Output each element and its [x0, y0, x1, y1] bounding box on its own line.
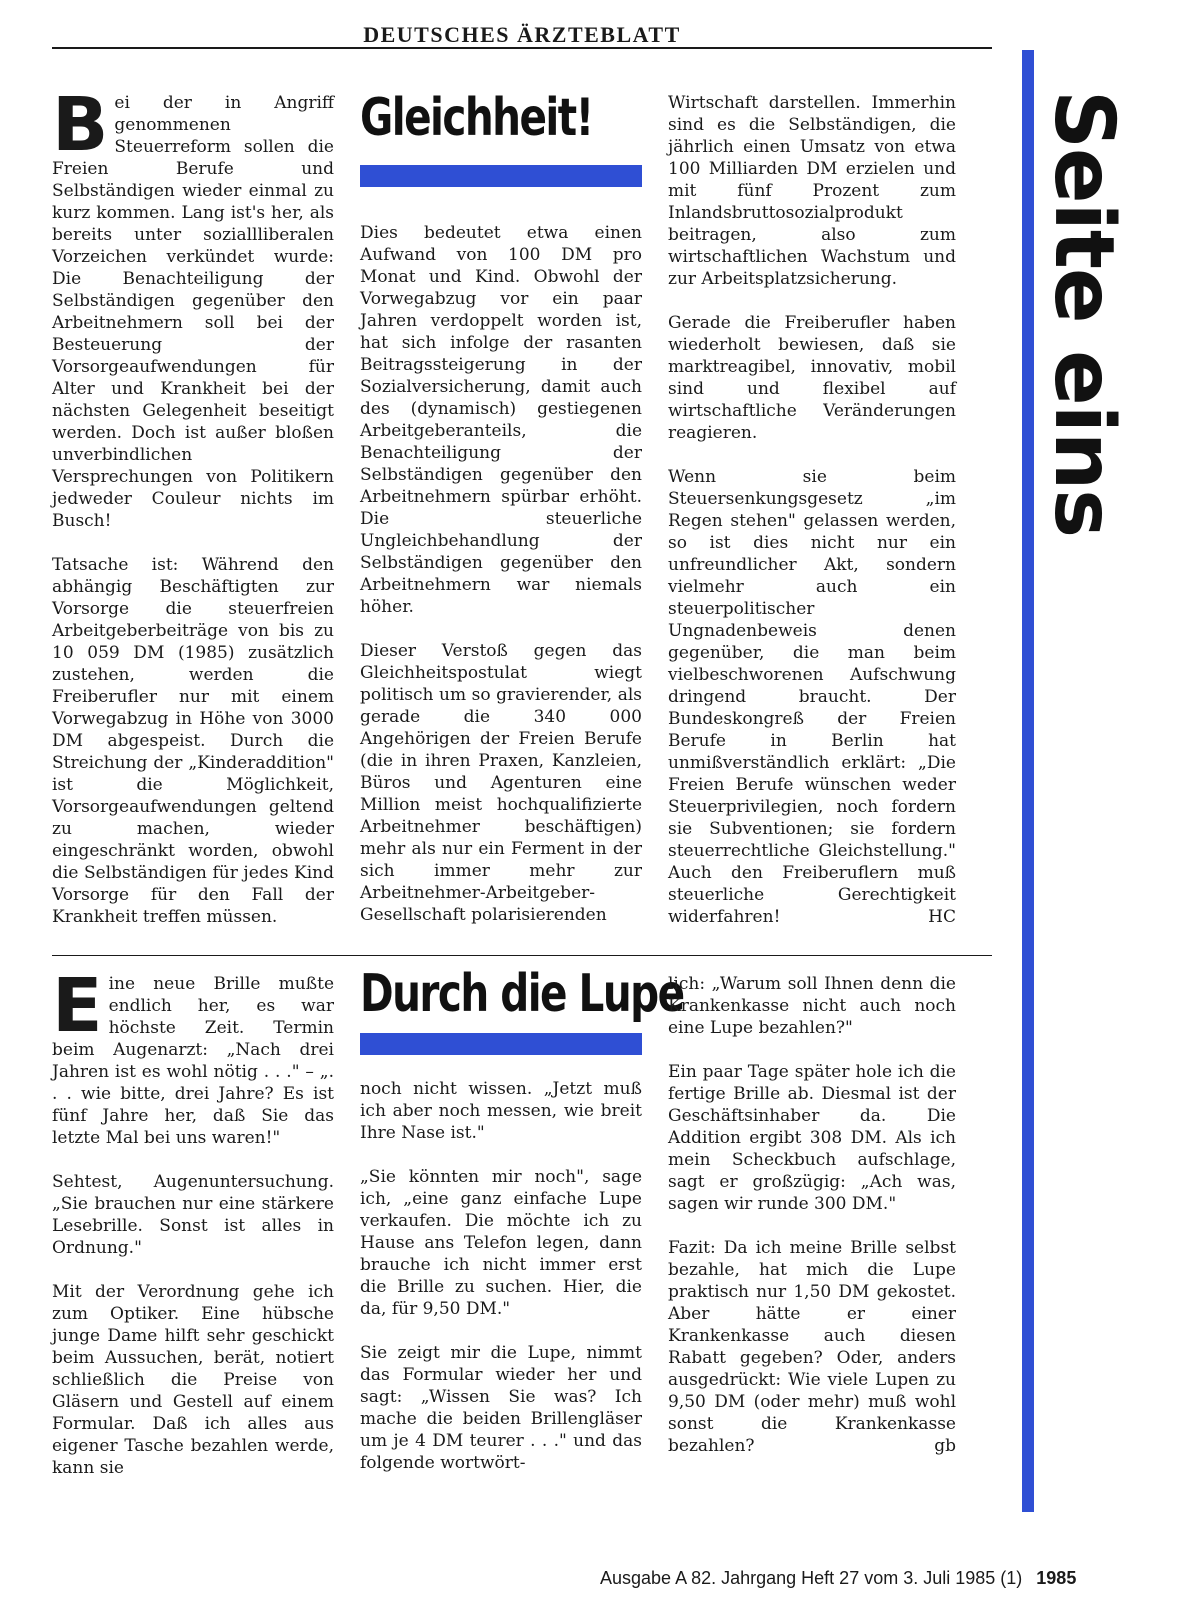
article1-col1-paragraph-1 — [52, 82, 334, 532]
article1-col3-paragraph-2: Gerade die Freiberufler haben wiederholt bewiesen, daß sie marktreagibel, innovativ, mobil sind und flexibel auf wirtschaftliche Veränderungen reagieren. — [668, 313, 956, 443]
article2-signature: gb — [934, 1436, 956, 1456]
article2-column2 — [360, 1078, 642, 1474]
article1-dropcap: B — [52, 82, 109, 168]
article2-col1-paragraph-3: Mit der Verordnung gehe ich zum Optiker. Eine hübsche junge Dame hilft sehr geschickt beim Aussuchen, berät, notiert schließlich die Preise von Gläsern und Gestell auf einem Formular. Daß ich alles aus eigener Tasche bezahlen werde, kann sie — [52, 1282, 334, 1478]
article2-col2-paragraph-1: noch nicht wissen. „Jetzt muß ich aber noch messen, wie breit Ihre Nase ist." — [360, 1079, 642, 1143]
article-divider — [52, 955, 992, 956]
top-rule — [52, 47, 992, 49]
article2-col3-text-3: Fazit: Da ich meine Brille selbst bezahle, hat mich die Lupe praktisch nur 1,50 DM gekostet. Aber hätte er einer Krankenkasse auch diesen Rabatt gegeben? Oder, anders ausgedrückt: Wie viele Lupen zu 9,50 DM (oder mehr) muß wohl sonst die Krankenkasse bezahlen? — [668, 1238, 956, 1456]
article1-headline: Gleichheit! — [360, 88, 593, 148]
article2-dropcap: E — [52, 963, 103, 1049]
article1-col1-paragraph-2: Tatsache ist: Während den abhängig Beschäftigten zur Vorsorge die steuerfreien Arbeitgeberbeiträge von bis zu 10 059 DM (1985) zusätzlich zustehen, werden die Freiberufler nur mit einem Vorwegabzug in Höhe von 3000 DM abgespeist. Durch die Streichung der „Kinderaddition" ist die Möglichkeit, Vorsorgeaufwendungen geltend zu machen, wieder eingeschränkt worden, obwohl die Selbständigen für jedes Kind Vorsorge für den Fall der Krankheit treffen müssen. — [52, 555, 334, 927]
article1-col1-text-1: ei der in Angriff genommenen Steuerreform sollen die Freien Berufe und Selbständigen wieder einmal zu kurz kommen. Lang ist's her, als bereits unter soziallliberalen Vorzeichen verkündet wurde: Die Benachteiligung der Selbständigen gegenüber den Arbeitnehmern soll bei der Besteuerung der Vorsorgeaufwendungen für Alter und Krankheit bei der nächsten Gelegenheit beseitigt werden. Doch ist außer bloßen unverbindlichen Versprechungen von Politikern jedweder Couleur nichts im Busch! — [52, 93, 334, 531]
article2-col1-paragraph-2: Sehtest, Augenuntersuchung. „Sie brauchen nur eine stärkere Lesebrille. Sonst ist alles in Ordnung." — [52, 1172, 334, 1258]
article2-col3-paragraph-3 — [668, 1237, 956, 1457]
article2-column3 — [668, 973, 956, 1457]
article2-headline: Durch die Lupe — [360, 964, 684, 1024]
article1-col3-paragraph-1: Wirtschaft darstellen. Immerhin sind es die Selbständigen, die jährlich einen Umsatz von etwa 100 Milliarden DM erzielen und mit fünf Prozent zum Inlandsbruttosozialprodukt beitragen, also zum wirtschaftlichen Wachstum und zur Arbeitsplatzsicherung. — [668, 93, 956, 289]
article2-col3-paragraph-2: Ein paar Tage später hole ich die fertige Brille ab. Diesmal ist der Geschäftsinhaber da. Die Addition ergibt 308 DM. Als ich mein Scheckbuch aufschlage, sagt er großzügig: „Ach was, sagen wir runde 300 DM." — [668, 1062, 956, 1214]
article1-col2-paragraph-2: Dieser Verstoß gegen das Gleichheitspostulat wiegt politisch um so gravierender, als gerade die 340 000 Angehörigen der Freien Berufe (die in ihren Praxen, Kanzleien, Büros und Agenturen eine Million meist hochqualifizierte Arbeitnehmer beschäftigen) mehr als nur ein Ferment in der sich immer mehr zur Arbeitnehmer-Arbeitgeber-Gesellschaft polarisierenden — [360, 641, 642, 925]
article1-column3 — [668, 92, 956, 928]
article1-column2 — [360, 222, 642, 926]
article1-col3-paragraph-3 — [668, 466, 956, 928]
article1-headline-bar — [360, 165, 642, 187]
article1-signature: HC — [928, 907, 956, 927]
masthead: DEUTSCHES ÄRZTEBLATT — [363, 22, 681, 47]
article2-col3-paragraph-1: lich: „Warum soll Ihnen denn die Krankenkasse nicht auch noch eine Lupe bezahlen?" — [668, 974, 956, 1038]
article1-col2-paragraph-1: Dies bedeutet etwa einen Aufwand von 100 DM pro Monat und Kind. Obwohl der Vorwegabzug vor ein paar Jahren verdoppelt worden ist, hat sich infolge der rasanten Beitragssteigerung in der Sozialversicherung, damit auch des (dynamisch) gestiegenen Arbeitgeberanteils, die Benachteiligung der Selbständigen gegenüber den Arbeitnehmern spürbar erhöht. Die steuerliche Ungleichbehandlung der Selbständigen gegenüber den Arbeitnehmern war niemals höher. — [360, 223, 642, 617]
article2-col2-paragraph-3: Sie zeigt mir die Lupe, nimmt das Formular wieder her und sagt: „Wissen Sie was? Ich mache die beiden Brillengläser um je 4 DM teurer . . ." und das folgende wortwört- — [360, 1343, 642, 1473]
section-title: Seite eins — [1036, 90, 1131, 538]
footer-page-number: 1985 — [1036, 1568, 1077, 1588]
section-sidebar-bar — [1022, 50, 1034, 1512]
article2-headline-bar — [360, 1033, 642, 1055]
article2-col2-paragraph-2: „Sie könnten mir noch", sage ich, „eine ganz einfache Lupe verkaufen. Die möchte ich zu Hause ans Telefon legen, dann brauche ich nicht immer erst die Brille zu suchen. Hier, die da, für 9,50 DM." — [360, 1167, 642, 1319]
article2-col1-text-1: ine neue Brille mußte endlich her, es war höchste Zeit. Termin beim Augenarzt: „Nach drei Jahren ist es wohl nötig . . ." – „. . . wie bitte, drei Jahre? Es ist fünf Jahre her, daß Sie das letzte Mal bei uns waren!" — [52, 974, 334, 1148]
footer-edition: Ausgabe A 82. Jahrgang Heft 27 vom 3. Juli 1985 (1) — [600, 1568, 1023, 1588]
article2-col1-paragraph-1 — [52, 963, 334, 1149]
article1-col3-text-3: Wenn sie beim Steuersenkungsgesetz „im Regen stehen" gelassen werden, so ist dies nicht nur ein unfreundlicher Akt, sondern vielmehr auch ein steuerpolitischer Ungnadenbeweis denen gegenüber, die man beim vielbeschworenen Aufschwung dringend braucht. Der Bundeskongreß der Freien Berufe in Berlin hat unmißverständlich erklärt: „Die Freien Berufe wünschen weder Steuerprivilegien, noch fordern sie Subventionen; sie fordern steuerrechtliche Gleichstellung." Auch den Freiberuflern muß steuerliche Gerechtigkeit widerfahren! — [668, 467, 956, 927]
article2-column1 — [52, 963, 334, 1479]
article1-column1 — [52, 82, 334, 928]
footer — [600, 1568, 1140, 1589]
